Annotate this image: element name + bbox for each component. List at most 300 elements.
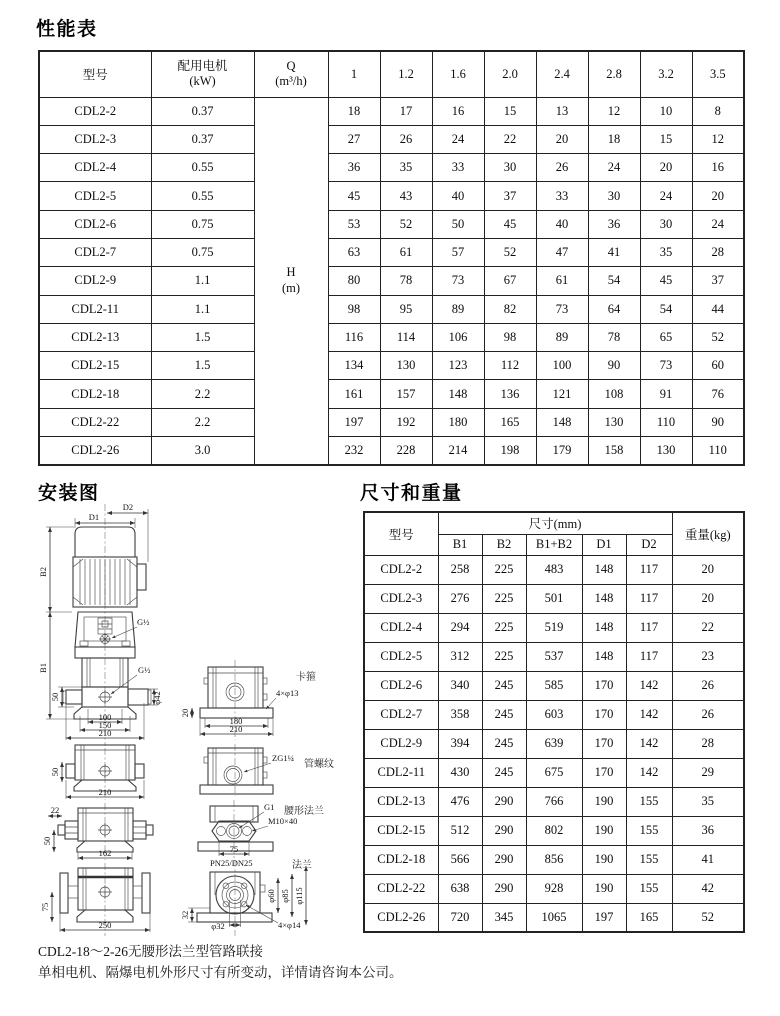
- head-value-cell: 57: [432, 238, 484, 266]
- head-value-cell: 192: [380, 408, 432, 436]
- model-cell: CDL2-2: [39, 97, 151, 125]
- b1b2-cell: 639: [526, 729, 582, 758]
- flow-col-header: 1.6: [432, 51, 484, 97]
- head-value-cell: 45: [640, 267, 692, 295]
- flange-label: 法兰: [292, 860, 312, 871]
- model-cell: CDL2-26: [39, 437, 151, 465]
- head-value-cell: 161: [328, 380, 380, 408]
- model-cell: CDL2-15: [364, 816, 438, 845]
- head-value-cell: 110: [640, 408, 692, 436]
- model-cell: CDL2-9: [39, 267, 151, 295]
- head-value-cell: 24: [640, 182, 692, 210]
- head-value-cell: 95: [380, 295, 432, 323]
- head-value-cell: 16: [432, 97, 484, 125]
- head-value-cell: 158: [588, 437, 640, 465]
- head-value-cell: 15: [640, 125, 692, 153]
- head-value-cell: 73: [536, 295, 588, 323]
- head-value-cell: 148: [432, 380, 484, 408]
- b1-cell: 276: [438, 584, 482, 613]
- head-value-cell: 30: [640, 210, 692, 238]
- weight-cell: 22: [672, 613, 744, 642]
- d2-cell: 155: [626, 816, 672, 845]
- model-cell: CDL2-7: [364, 700, 438, 729]
- flow-col-header: 1: [328, 51, 380, 97]
- weight-cell: 29: [672, 758, 744, 787]
- weight-cell: 28: [672, 729, 744, 758]
- weight-cell: 26: [672, 700, 744, 729]
- dim-label-32: 32: [180, 910, 190, 920]
- head-value-cell: 27: [328, 125, 380, 153]
- dim-label-150: 150: [98, 720, 112, 730]
- d1-cell: 148: [582, 642, 626, 671]
- flow-header-line1: Q: [286, 58, 296, 73]
- dimensions-header-row1: [364, 512, 744, 534]
- head-value-cell: 36: [328, 154, 380, 182]
- dims-sub-col-header: D1: [582, 534, 626, 555]
- performance-row: [39, 210, 744, 238]
- d2-cell: 142: [626, 729, 672, 758]
- performance-row: [39, 238, 744, 266]
- dim-label-pn25: PN25/DN25: [210, 858, 253, 868]
- performance-row: [39, 295, 744, 323]
- performance-row: [39, 437, 744, 465]
- power-cell: 1.1: [151, 295, 254, 323]
- model-cell: CDL2-6: [39, 210, 151, 238]
- flange-view: [180, 858, 312, 936]
- waist-flange-view: [198, 800, 324, 858]
- performance-row: [39, 97, 744, 125]
- b1-cell: 340: [438, 671, 482, 700]
- head-value-cell: 89: [432, 295, 484, 323]
- head-value-cell: 37: [484, 182, 536, 210]
- performance-row: [39, 267, 744, 295]
- port-label-g1: G1: [264, 802, 275, 812]
- col-header-model: 型号: [39, 51, 151, 97]
- b1b2-cell: 537: [526, 642, 582, 671]
- b1-cell: 720: [438, 903, 482, 932]
- b1-cell: 566: [438, 845, 482, 874]
- dimensions-title: 尺寸和重量: [360, 483, 463, 504]
- dim-label-100: 100: [98, 712, 112, 722]
- dim-label-22: 22: [50, 805, 60, 815]
- dimensions-row: [364, 874, 744, 903]
- head-value-cell: 28: [692, 238, 744, 266]
- model-cell: CDL2-11: [39, 295, 151, 323]
- head-value-cell: 24: [692, 210, 744, 238]
- model-cell: CDL2-15: [39, 352, 151, 380]
- head-value-cell: 37: [692, 267, 744, 295]
- head-value-cell: 26: [536, 154, 588, 182]
- weight-cell: 42: [672, 874, 744, 903]
- head-value-cell: 44: [692, 295, 744, 323]
- head-value-cell: 40: [432, 182, 484, 210]
- pump-front-view: [38, 502, 162, 746]
- power-cell: 0.75: [151, 210, 254, 238]
- head-value-cell: 130: [380, 352, 432, 380]
- dim-label-20: 20: [180, 708, 190, 718]
- dim-label-phi42: φ42: [152, 691, 162, 705]
- power-cell: 2.2: [151, 408, 254, 436]
- dims-sub-col-header: D2: [626, 534, 672, 555]
- port-label-zg: ZG1¼: [272, 753, 294, 763]
- weight-cell: 26: [672, 671, 744, 700]
- head-value-cell: 89: [536, 323, 588, 351]
- motor-header-line1: 配用电机: [177, 58, 228, 73]
- motor-header-line2: (kW): [189, 74, 216, 89]
- weight-cell: 35: [672, 787, 744, 816]
- dims-sub-col-header: B1: [438, 534, 482, 555]
- head-value-cell: 24: [588, 154, 640, 182]
- b1-cell: 312: [438, 642, 482, 671]
- b2-cell: 225: [482, 613, 526, 642]
- head-value-cell: 52: [692, 323, 744, 351]
- dim-label-75-c: 75: [40, 902, 50, 912]
- head-value-cell: 40: [536, 210, 588, 238]
- installation-diagram: [38, 500, 350, 940]
- model-cell: CDL2-5: [364, 642, 438, 671]
- performance-table: [38, 50, 745, 466]
- head-value-cell: 228: [380, 437, 432, 465]
- d2-cell: 142: [626, 700, 672, 729]
- dim-label-d1: D1: [88, 512, 100, 522]
- head-value-cell: 50: [432, 210, 484, 238]
- head-value-cell: 78: [380, 267, 432, 295]
- d2-cell: 165: [626, 903, 672, 932]
- head-value-cell: 114: [380, 323, 432, 351]
- head-value-cell: 30: [484, 154, 536, 182]
- head-value-cell: 24: [432, 125, 484, 153]
- footnotes: [38, 941, 403, 983]
- head-value-cell: 41: [588, 238, 640, 266]
- dimensions-table-body: [364, 555, 744, 932]
- d2-cell: 117: [626, 584, 672, 613]
- dims-sub-col-header: B2: [482, 534, 526, 555]
- head-value-cell: 54: [588, 267, 640, 295]
- head-value-cell: 98: [328, 295, 380, 323]
- b1b2-cell: 519: [526, 613, 582, 642]
- dimensions-table: [363, 511, 745, 933]
- head-value-cell: 20: [536, 125, 588, 153]
- weight-cell: 52: [672, 903, 744, 932]
- head-value-cell: 8: [692, 97, 744, 125]
- head-value-cell: 123: [432, 352, 484, 380]
- head-value-cell: 76: [692, 380, 744, 408]
- head-value-cell: 121: [536, 380, 588, 408]
- d1-cell: 170: [582, 700, 626, 729]
- head-value-cell: 45: [484, 210, 536, 238]
- dims-col-header-weight: 重量(kg): [672, 512, 744, 555]
- b2-cell: 290: [482, 787, 526, 816]
- performance-row: [39, 408, 744, 436]
- dim-label-4xphi14: 4×φ14: [278, 920, 301, 930]
- bottom-view-clamp: [50, 745, 144, 800]
- flow-col-header: 2.0: [484, 51, 536, 97]
- head-value-cell: 53: [328, 210, 380, 238]
- power-cell: 2.2: [151, 380, 254, 408]
- power-cell: 0.37: [151, 125, 254, 153]
- b2-cell: 225: [482, 584, 526, 613]
- head-value-cell: 47: [536, 238, 588, 266]
- head-value-cell: 18: [588, 125, 640, 153]
- head-value-cell: 10: [640, 97, 692, 125]
- d2-cell: 155: [626, 787, 672, 816]
- b1-cell: 476: [438, 787, 482, 816]
- b1b2-cell: 675: [526, 758, 582, 787]
- head-value-cell: 45: [328, 182, 380, 210]
- d2-cell: 142: [626, 671, 672, 700]
- model-cell: CDL2-18: [39, 380, 151, 408]
- head-value-cell: 198: [484, 437, 536, 465]
- b1b2-cell: 603: [526, 700, 582, 729]
- dimensions-row: [364, 584, 744, 613]
- power-cell: 3.0: [151, 437, 254, 465]
- head-value-cell: 78: [588, 323, 640, 351]
- power-cell: 1.5: [151, 352, 254, 380]
- flow-col-header: 2.8: [588, 51, 640, 97]
- b1b2-cell: 802: [526, 816, 582, 845]
- model-cell: CDL2-22: [39, 408, 151, 436]
- head-value-cell: 20: [640, 154, 692, 182]
- b2-cell: 245: [482, 729, 526, 758]
- b1b2-cell: 483: [526, 555, 582, 584]
- head-value-cell: 63: [328, 238, 380, 266]
- dim-label-m10x40: M10×40: [268, 816, 298, 826]
- head-value-cell: 61: [380, 238, 432, 266]
- b1b2-cell: 766: [526, 787, 582, 816]
- b2-cell: 345: [482, 903, 526, 932]
- port-label-g-half-upper: G½: [137, 617, 150, 627]
- flow-col-header: 3.5: [692, 51, 744, 97]
- d1-cell: 190: [582, 874, 626, 903]
- flow-col-header: 1.2: [380, 51, 432, 97]
- b2-cell: 290: [482, 845, 526, 874]
- b1-cell: 258: [438, 555, 482, 584]
- col-header-motor: [151, 51, 254, 97]
- power-cell: 0.55: [151, 154, 254, 182]
- model-cell: CDL2-3: [364, 584, 438, 613]
- dim-label-phi115: φ115: [294, 887, 304, 905]
- b1b2-cell: 928: [526, 874, 582, 903]
- dimensions-row: [364, 758, 744, 787]
- b1-cell: 394: [438, 729, 482, 758]
- power-cell: 0.55: [151, 182, 254, 210]
- col-header-flow: [254, 51, 328, 97]
- b2-cell: 290: [482, 874, 526, 903]
- d1-cell: 170: [582, 671, 626, 700]
- footnote-line1: CDL2-18～2-26无腰形法兰型管路联接: [38, 944, 263, 959]
- b2-cell: 290: [482, 816, 526, 845]
- head-value-cell: 52: [380, 210, 432, 238]
- dim-label-phi32: φ32: [211, 921, 225, 931]
- head-value-cell: 61: [536, 267, 588, 295]
- dim-label-phi60: φ60: [266, 889, 276, 903]
- b1-cell: 294: [438, 613, 482, 642]
- pipe-thread-view: [200, 744, 334, 796]
- flow-header-line2: (m³/h): [275, 74, 307, 89]
- power-cell: 0.37: [151, 97, 254, 125]
- d1-cell: 170: [582, 729, 626, 758]
- model-cell: CDL2-11: [364, 758, 438, 787]
- head-value-cell: 90: [588, 352, 640, 380]
- head-value-cell: 26: [380, 125, 432, 153]
- d1-cell: 190: [582, 816, 626, 845]
- head-value-cell: 18: [328, 97, 380, 125]
- model-cell: CDL2-5: [39, 182, 151, 210]
- dimensions-row: [364, 903, 744, 932]
- head-value-cell: 16: [692, 154, 744, 182]
- head-value-cell: 15: [484, 97, 536, 125]
- head-value-cell: 148: [536, 408, 588, 436]
- head-value-cell: 130: [588, 408, 640, 436]
- head-value-cell: 67: [484, 267, 536, 295]
- d1-cell: 197: [582, 903, 626, 932]
- b2-cell: 245: [482, 671, 526, 700]
- model-cell: CDL2-4: [364, 613, 438, 642]
- b1b2-cell: 1065: [526, 903, 582, 932]
- performance-row: [39, 182, 744, 210]
- head-value-cell: 65: [640, 323, 692, 351]
- head-value-cell: 136: [484, 380, 536, 408]
- performance-table-body: [39, 97, 744, 465]
- head-value-cell: 232: [328, 437, 380, 465]
- d1-cell: 170: [582, 758, 626, 787]
- dim-label-50-main: 50: [50, 692, 60, 702]
- b2-cell: 245: [482, 758, 526, 787]
- dim-label-b1: B1: [38, 663, 48, 673]
- head-value-cell: 98: [484, 323, 536, 351]
- head-value-cell: 110: [692, 437, 744, 465]
- dimensions-row: [364, 700, 744, 729]
- dimensions-row: [364, 845, 744, 874]
- d2-cell: 117: [626, 642, 672, 671]
- dimensions-row: [364, 613, 744, 642]
- head-value-cell: 30: [588, 182, 640, 210]
- b1-cell: 430: [438, 758, 482, 787]
- head-value-cell: 116: [328, 323, 380, 351]
- pipe-thread-label: 管螺纹: [304, 759, 334, 770]
- head-value-cell: 43: [380, 182, 432, 210]
- dim-label-50-a: 50: [50, 767, 60, 777]
- clamp-connection-view: [180, 660, 316, 740]
- b1-cell: 512: [438, 816, 482, 845]
- head-value-cell: 179: [536, 437, 588, 465]
- weight-cell: 23: [672, 642, 744, 671]
- weight-cell: 20: [672, 584, 744, 613]
- head-value-cell: 80: [328, 267, 380, 295]
- d1-cell: 190: [582, 845, 626, 874]
- model-cell: CDL2-4: [39, 154, 151, 182]
- dim-label-180: 180: [229, 716, 243, 726]
- d1-cell: 148: [582, 584, 626, 613]
- dim-label-4xphi13: 4×φ13: [276, 688, 299, 698]
- head-value-cell: 12: [588, 97, 640, 125]
- dim-label-210-a: 210: [98, 787, 112, 797]
- head-value-cell: 13: [536, 97, 588, 125]
- model-cell: CDL2-18: [364, 845, 438, 874]
- b2-cell: 225: [482, 555, 526, 584]
- head-value-cell: 130: [640, 437, 692, 465]
- d2-cell: 117: [626, 613, 672, 642]
- model-cell: CDL2-26: [364, 903, 438, 932]
- b1b2-cell: 501: [526, 584, 582, 613]
- d1-cell: 148: [582, 555, 626, 584]
- port-label-g-half-lower: G½: [138, 665, 151, 675]
- head-value-cell: 73: [640, 352, 692, 380]
- dimensions-row: [364, 555, 744, 584]
- d2-cell: 117: [626, 555, 672, 584]
- performance-title: 性能表: [36, 19, 98, 40]
- weight-cell: 20: [672, 555, 744, 584]
- power-cell: 1.5: [151, 323, 254, 351]
- d2-cell: 142: [626, 758, 672, 787]
- dim-label-b2: B2: [38, 567, 48, 577]
- head-value-cell: 20: [692, 182, 744, 210]
- b1-cell: 638: [438, 874, 482, 903]
- head-value-cell: 35: [380, 154, 432, 182]
- dims-col-header-model: 型号: [364, 512, 438, 555]
- dimensions-row: [364, 671, 744, 700]
- head-value-cell: 82: [484, 295, 536, 323]
- head-value-cell: 12: [692, 125, 744, 153]
- installation-title: 安装图: [38, 483, 100, 504]
- power-cell: 0.75: [151, 238, 254, 266]
- dims-size-group-header: 尺寸(mm): [438, 512, 672, 534]
- head-value-cell: 180: [432, 408, 484, 436]
- model-cell: CDL2-6: [364, 671, 438, 700]
- d1-cell: 190: [582, 787, 626, 816]
- dim-label-210-clamp: 210: [229, 724, 243, 734]
- model-cell: CDL2-7: [39, 238, 151, 266]
- head-value-cell: 64: [588, 295, 640, 323]
- weight-cell: 41: [672, 845, 744, 874]
- d2-cell: 155: [626, 845, 672, 874]
- head-value-cell: 17: [380, 97, 432, 125]
- model-cell: CDL2-13: [39, 323, 151, 351]
- b1b2-cell: 585: [526, 671, 582, 700]
- d1-cell: 148: [582, 613, 626, 642]
- dimensions-row: [364, 642, 744, 671]
- bottom-view-flanged: [40, 863, 150, 936]
- power-cell: 1.1: [151, 267, 254, 295]
- head-value-cell: 197: [328, 408, 380, 436]
- head-value-cell: 52: [484, 238, 536, 266]
- head-value-cell: 134: [328, 352, 380, 380]
- clamp-label: 卡箍: [296, 672, 316, 683]
- dims-sub-col-header: B1+B2: [526, 534, 582, 555]
- head-value-cell: 214: [432, 437, 484, 465]
- head-value-cell: 108: [588, 380, 640, 408]
- model-cell: CDL2-13: [364, 787, 438, 816]
- head-value-cell: 100: [536, 352, 588, 380]
- model-cell: CDL2-9: [364, 729, 438, 758]
- weight-cell: 36: [672, 816, 744, 845]
- performance-row: [39, 154, 744, 182]
- model-cell: CDL2-3: [39, 125, 151, 153]
- head-value-cell: 90: [692, 408, 744, 436]
- head-value-cell: 91: [640, 380, 692, 408]
- head-value-cell: 60: [692, 352, 744, 380]
- head-value-cell: 165: [484, 408, 536, 436]
- performance-row: [39, 380, 744, 408]
- dim-label-d2: D2: [122, 502, 134, 512]
- dim-label-250: 250: [98, 920, 112, 930]
- dim-label-162: 162: [98, 848, 112, 858]
- model-cell: CDL2-2: [364, 555, 438, 584]
- dim-label-210-main: 210: [98, 728, 112, 738]
- b2-cell: 225: [482, 642, 526, 671]
- b2-cell: 245: [482, 700, 526, 729]
- b1b2-cell: 856: [526, 845, 582, 874]
